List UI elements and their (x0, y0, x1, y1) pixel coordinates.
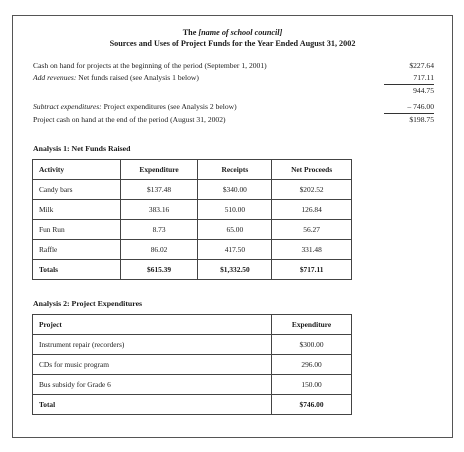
table-row (33, 375, 352, 395)
subtract-expenditures-label: Subtract expenditures: Project expenditures (see Analysis 2 below) (33, 102, 237, 111)
total-rule (384, 113, 434, 114)
cell-expenditure: 150.00 (272, 375, 352, 395)
cell-expenditure: $300.00 (272, 335, 352, 355)
document-title: The [name of school council] (182, 28, 283, 37)
subtotal-value: 944.75 (413, 86, 434, 95)
cell-project: Instrument repair (recorders) (33, 335, 272, 355)
add-revenues-label: Add revenues: Net funds raised (see Analysis 1 below) (33, 73, 199, 82)
table-header-row (33, 315, 352, 335)
total-expenditure: $746.00 (272, 395, 352, 415)
column-header-project: Project (33, 315, 272, 335)
cell-project: Bus subsidy for Grade 6 (33, 375, 272, 395)
table-header-row (33, 160, 352, 180)
document-subtitle: Sources and Uses of Project Funds for the Year Ended August 31, 2002 (109, 39, 356, 48)
document-frame (12, 15, 453, 438)
analysis1-title: Analysis 1: Net Funds Raised (33, 144, 131, 153)
net-funds-table (32, 159, 352, 280)
analysis2-title: Analysis 2: Project Expenditures (33, 299, 143, 308)
cell-receipts: 417.50 (198, 240, 272, 260)
table-row (33, 200, 352, 220)
cell-expenditure: 296.00 (272, 355, 352, 375)
project-expenditures-table (32, 314, 352, 415)
add-revenues-value: 717.11 (413, 73, 434, 82)
cell-receipts: 65.00 (198, 220, 272, 240)
total-label: Total (33, 395, 272, 415)
cell-project: CDs for music program (33, 355, 272, 375)
cash-start-label: Cash on hand for projects at the beginning of the period (September 1, 2001) (33, 61, 267, 70)
cash-end-value: $198.75 (409, 115, 434, 124)
column-header-expenditure: Expenditure (272, 315, 352, 335)
cell-receipts: 510.00 (198, 200, 272, 220)
column-header-activity: Activity (33, 160, 121, 180)
cash-start-value: $227.64 (409, 61, 434, 70)
cell-net-proceeds: 331.48 (272, 240, 352, 260)
cell-activity: Raffle (33, 240, 121, 260)
table-row (33, 355, 352, 375)
table-row (33, 180, 352, 200)
cash-end-label: Project cash on hand at the end of the period (August 31, 2002) (33, 115, 226, 124)
cell-activity: Milk (33, 200, 121, 220)
column-header-net-proceeds: Net Proceeds (272, 160, 352, 180)
cell-expenditure: 383.16 (120, 200, 198, 220)
subtotal-rule (384, 84, 434, 85)
cell-expenditure: 8.73 (120, 220, 198, 240)
cell-activity: Candy bars (33, 180, 121, 200)
council-name-placeholder: [name of school council] (198, 28, 283, 37)
column-header-receipts: Receipts (198, 160, 272, 180)
cell-expenditure: $137.48 (120, 180, 198, 200)
table-row (33, 335, 352, 355)
totals-label: Totals (33, 260, 121, 280)
cell-receipts: $340.00 (198, 180, 272, 200)
totals-receipts: $1,332.50 (198, 260, 272, 280)
totals-net-proceeds: $717.11 (272, 260, 352, 280)
totals-row (33, 260, 352, 280)
table-row (33, 240, 352, 260)
cell-net-proceeds: 126.84 (272, 200, 352, 220)
subtract-expenditures-value: – 746.00 (407, 102, 434, 111)
column-header-expenditure: Expenditure (120, 160, 198, 180)
table-row (33, 220, 352, 240)
totals-row (33, 395, 352, 415)
cell-expenditure: 86.02 (120, 240, 198, 260)
totals-expenditure: $615.39 (120, 260, 198, 280)
cell-net-proceeds: $202.52 (272, 180, 352, 200)
cell-net-proceeds: 56.27 (272, 220, 352, 240)
cell-activity: Fun Run (33, 220, 121, 240)
